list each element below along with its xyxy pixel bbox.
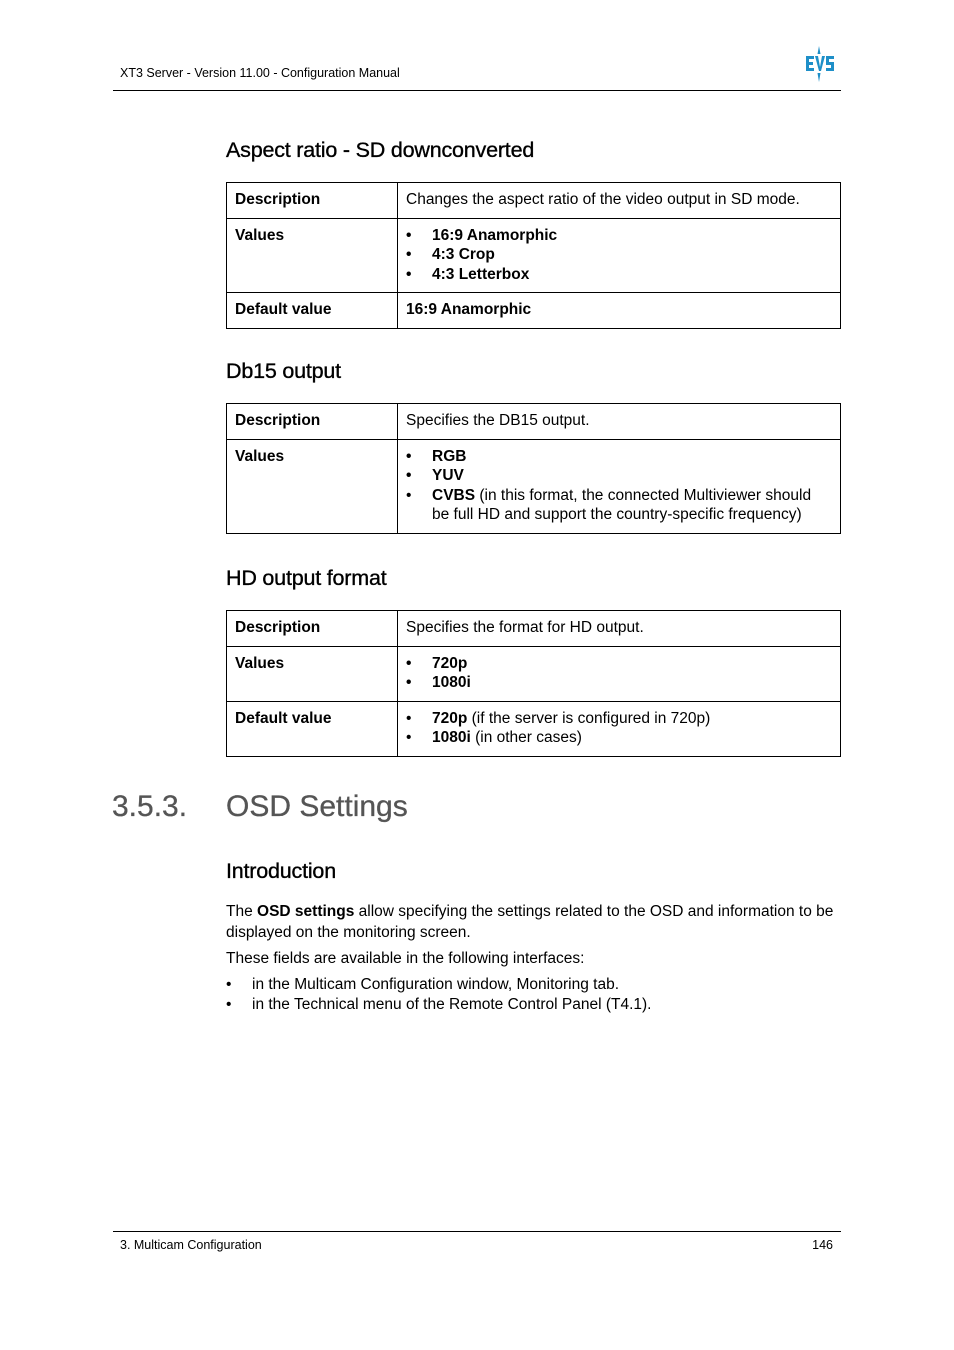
list-item: • 4:3 Crop	[406, 245, 832, 265]
list-item: • in the Technical menu of the Remote Control Panel (T4.1).	[226, 995, 841, 1015]
aspect-ratio-table	[226, 182, 841, 329]
list-item	[406, 709, 832, 729]
table-row	[227, 293, 841, 329]
page-number: 146	[812, 1238, 833, 1252]
db15-table	[226, 403, 841, 534]
description-label: Description	[227, 404, 398, 440]
footer-rule	[113, 1231, 841, 1232]
interfaces-list	[226, 975, 841, 1014]
section-number: 3.5.3.	[112, 790, 188, 823]
list-item: • 720p	[406, 654, 832, 674]
list-item: • YUV	[406, 466, 832, 486]
interfaces-paragraph: These fields are available in the following interfaces:	[226, 950, 585, 967]
list-item: • 16:9 Anamorphic	[406, 226, 832, 246]
list-item: • 1080i	[406, 673, 832, 693]
list-item	[406, 728, 832, 748]
section-title: OSD Settings	[226, 790, 408, 823]
table-row	[227, 701, 841, 756]
table-row	[227, 646, 841, 701]
default-label: Default value	[227, 701, 398, 756]
values-cell	[398, 439, 841, 533]
hd-output-heading: HD output format	[226, 566, 387, 590]
description-value: Changes the aspect ratio of the video output in SD mode.	[398, 183, 841, 219]
default-note: (in other cases)	[470, 729, 582, 746]
table-row	[227, 611, 841, 647]
values-label: Values	[227, 218, 398, 293]
hd-output-table	[226, 610, 841, 757]
table-row	[227, 183, 841, 219]
default-label: Default value	[227, 293, 398, 329]
db15-heading: Db15 output	[226, 359, 341, 383]
list-item: • 4:3 Letterbox	[406, 265, 832, 285]
cvbs-term: CVBS	[432, 486, 476, 504]
default-term: 1080i	[432, 729, 471, 746]
description-value: Specifies the format for HD output.	[398, 611, 841, 647]
description-value: Specifies the DB15 output.	[398, 404, 841, 440]
default-cell	[398, 701, 841, 756]
values-label: Values	[227, 439, 398, 533]
table-row	[227, 439, 841, 533]
running-header: XT3 Server - Version 11.00 - Configuration Manual	[120, 66, 400, 80]
footer-chapter: 3. Multicam Configuration	[120, 1238, 262, 1252]
introduction-heading: Introduction	[226, 859, 336, 883]
default-note: (if the server is configured in 720p)	[467, 709, 711, 727]
header-rule	[113, 90, 841, 91]
intro-text-start: The	[226, 903, 258, 920]
description-label: Description	[227, 611, 398, 647]
intro-text-end: allow specifying the settings related to the OSD and information to be displayed on the monitoring screen.	[226, 903, 834, 941]
values-cell	[398, 646, 841, 701]
aspect-ratio-heading: Aspect ratio - SD downconverted	[226, 138, 535, 162]
list-item: • in the Multicam Configuration window, Monitoring tab.	[226, 975, 841, 995]
default-term: 720p	[432, 709, 468, 727]
cvbs-note: (in this format, the connected Multiviewer should be full HD and support the country-specific frequency)	[432, 486, 812, 523]
values-label: Values	[227, 646, 398, 701]
table-row	[227, 218, 841, 293]
table-row	[227, 404, 841, 440]
default-value: 16:9 Anamorphic	[398, 293, 841, 329]
evs-logo-icon	[804, 44, 836, 84]
list-item	[406, 486, 832, 525]
osd-settings-term: OSD settings	[257, 903, 355, 920]
list-item: • RGB	[406, 447, 832, 467]
description-label: Description	[227, 183, 398, 219]
values-cell	[398, 218, 841, 293]
intro-paragraph	[226, 901, 841, 943]
